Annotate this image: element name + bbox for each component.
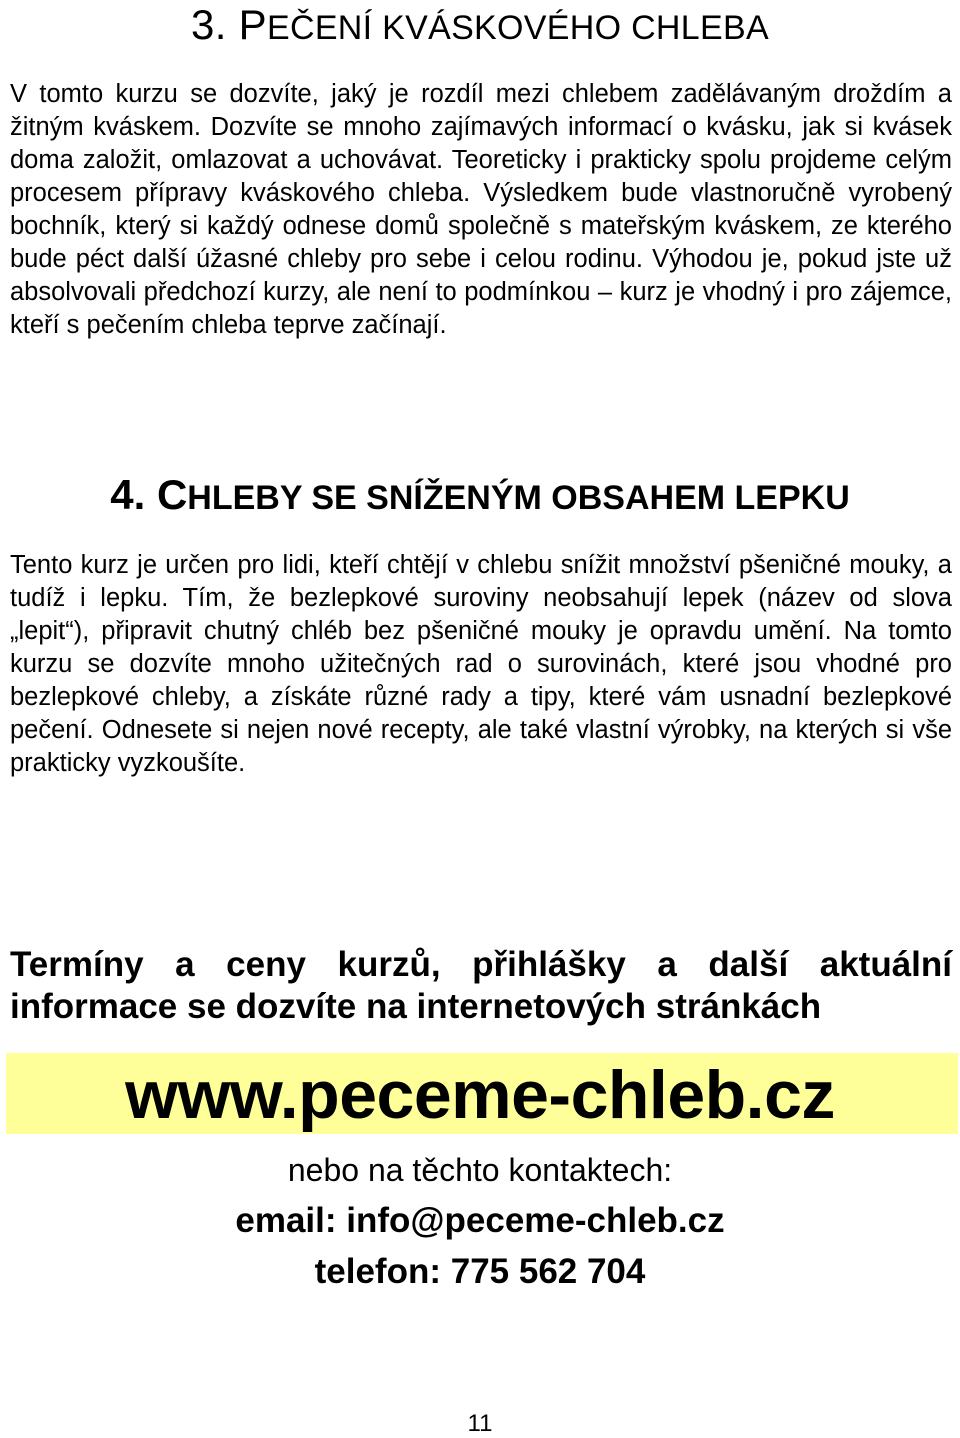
section-3-paragraph: V tomto kurzu se dozvíte, jaký je rozdíl mezi chlebem zadělávaným droždím a žitným kváskem. Dozvíte se mnoho zajímavých informací o kvásku, jak si kvásek doma založit, omlazovat a uchovávat. Teoreticky i prakticky spolu projdeme celým procesem přípravy kváskového chleba. Výsledkem bude vlastnoručně vyrobený bochník, který si každý odnese domů společně s mateřským kváskem, ze kterého bude péct další úžasné chleby pro sebe i celou rodinu. Výhodou je, pokud jste už absolvovali předchozí kurzy, ale není to podmínkou – kurz je vhodný i pro zájemce, kteří s pečením chleba teprve začínají.: [10, 80, 952, 339]
section-4-paragraph: Tento kurz je určen pro lidi, kteří chtějí v chlebu snížit množství pšeničné mouky, a tudíž i lepku. Tím, že bezlepkové suroviny neobsahují lepek (název od slova „lepit“), připravit chutný chléb bez pšeničné mouky je opravdu umění. Na tomto kurzu se dozvíte mnoho užitečných rad o surovinách, které jsou vhodné pro bezlepkové chleby, a získáte různé rady a tipy, které vám usnadní bezlepkové pečení. Odnesete si nejen nové recepty, ale také vlastní výrobky, na kterých si vše prakticky vyzkoušíte.: [10, 551, 952, 777]
section-3-heading: [0, 2, 960, 51]
section-4-title-rest: HLEBY SE SNÍŽENÝM OBSAHEM LEPKU: [187, 479, 850, 517]
phone-contact: telefon: 775 562 704: [314, 1252, 646, 1291]
page-number: 11: [467, 1410, 493, 1437]
cta-text: Termíny a ceny kurzů, přihlášky a další aktuální informace se dozvíte na internetových stránkách: [10, 945, 952, 1026]
section-3-number: 3.: [191, 1, 239, 48]
section-3-title-initial: P: [238, 1, 267, 48]
section-4-title-initial: C: [156, 471, 188, 518]
email-contact[interactable]: email: info@peceme-chleb.cz: [235, 1201, 725, 1240]
section-4-heading: [0, 472, 960, 521]
section-3-title-rest: EČENÍ KVÁSKOVÉHO CHLEBA: [266, 9, 769, 47]
contacts-intro: nebo na těchto kontaktech:: [287, 1152, 673, 1188]
website-link[interactable]: www.peceme-chleb.cz: [125, 1057, 835, 1133]
section-4-number: 4.: [110, 471, 157, 518]
